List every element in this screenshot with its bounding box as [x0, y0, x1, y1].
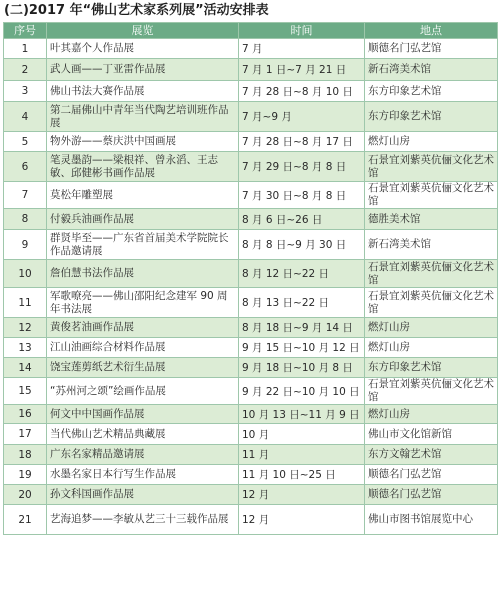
- row-seq: 3: [4, 81, 47, 102]
- header-exhibition: 展览: [47, 23, 239, 39]
- row-exhibition: 佛山书法大赛作品展: [47, 81, 239, 102]
- row-venue: 东方印象艺术馆: [365, 81, 498, 102]
- row-seq: 1: [4, 39, 47, 59]
- row-time: 8 月 12 日~22 日: [239, 260, 365, 288]
- table-row: [4, 102, 498, 132]
- row-venue: 佛山市图书馆展览中心: [365, 505, 498, 535]
- row-seq: 4: [4, 102, 47, 132]
- row-seq: 8: [4, 209, 47, 230]
- row-time: 7 月 30 日~8 月 8 日: [239, 182, 365, 209]
- row-seq: 11: [4, 288, 47, 318]
- row-venue: 东方印象艺术馆: [365, 358, 498, 378]
- table-row: [4, 358, 498, 378]
- row-time: 7 月 28 日~8 月 17 日: [239, 132, 365, 152]
- row-time: 10 月: [239, 424, 365, 445]
- header-seq: 序号: [4, 23, 47, 39]
- table-row: [4, 230, 498, 260]
- row-venue: 石景宜刘紫英伉俪文化艺术馆: [365, 288, 498, 318]
- row-exhibition: 付毅兵油画作品展: [47, 209, 239, 230]
- table-row: [4, 445, 498, 465]
- row-seq: 9: [4, 230, 47, 260]
- row-venue: 燃灯山房: [365, 338, 498, 358]
- row-venue: 石景宜刘紫英伉俪文化艺术馆: [365, 182, 498, 209]
- row-venue: 新石湾美术馆: [365, 59, 498, 81]
- row-seq: 5: [4, 132, 47, 152]
- table-row: [4, 152, 498, 182]
- row-venue: 东方印象艺术馆: [365, 102, 498, 132]
- row-time: 11 月: [239, 445, 365, 465]
- row-time: 7 月: [239, 39, 365, 59]
- row-exhibition: 叶其嘉个人作品展: [47, 39, 239, 59]
- row-time: 8 月 8 日~9 月 30 日: [239, 230, 365, 260]
- table-row: [4, 378, 498, 405]
- row-venue: 新石湾美术馆: [365, 230, 498, 260]
- table-row: [4, 424, 498, 445]
- row-venue: 顺德名门弘艺馆: [365, 465, 498, 485]
- row-exhibition: 物外游——蔡庆洪中国画展: [47, 132, 239, 152]
- row-exhibition: 广东名家精品邀请展: [47, 445, 239, 465]
- row-time: 8 月 6 日~26 日: [239, 209, 365, 230]
- row-seq: 20: [4, 485, 47, 505]
- row-exhibition: 黄俊茗油画作品展: [47, 318, 239, 338]
- row-venue: 燃灯山房: [365, 318, 498, 338]
- row-venue: 东方文翰艺术馆: [365, 445, 498, 465]
- row-time: 8 月 13 日~22 日: [239, 288, 365, 318]
- row-exhibition: 第二届佛山中青年当代陶艺培训班作品展: [47, 102, 239, 132]
- table-row: [4, 505, 498, 535]
- row-exhibition: 军歌嘹亮——佛山邵阳纪念建军 90 周年书法展: [47, 288, 239, 318]
- row-venue: 顺德名门弘艺馆: [365, 485, 498, 505]
- header-venue: 地点: [365, 23, 498, 39]
- row-time: 8 月 18 日~9 月 14 日: [239, 318, 365, 338]
- row-venue: 石景宜刘紫英伉俪文化艺术馆: [365, 378, 498, 405]
- row-seq: 12: [4, 318, 47, 338]
- row-seq: 6: [4, 152, 47, 182]
- row-venue: 石景宜刘紫英伉俪文化艺术馆: [365, 152, 498, 182]
- table-row: [4, 59, 498, 81]
- row-venue: 燃灯山房: [365, 405, 498, 424]
- row-seq: 16: [4, 405, 47, 424]
- row-seq: 7: [4, 182, 47, 209]
- row-time: 7 月 28 日~8 月 10 日: [239, 81, 365, 102]
- row-exhibition: 莫松年雕塑展: [47, 182, 239, 209]
- row-time: 9 月 22 日~10 月 10 日: [239, 378, 365, 405]
- row-seq: 15: [4, 378, 47, 405]
- row-seq: 18: [4, 445, 47, 465]
- table-row: [4, 465, 498, 485]
- row-venue: 佛山市文化馆新馆: [365, 424, 498, 445]
- table-row: [4, 288, 498, 318]
- table-title: (二)2017 年“佛山艺术家系列展”活动安排表: [4, 3, 269, 18]
- row-seq: 17: [4, 424, 47, 445]
- row-exhibition: 何文中中国画作品展: [47, 405, 239, 424]
- row-venue: 石景宜刘紫英伉俪文化艺术馆: [365, 260, 498, 288]
- row-exhibition: 笔灵墨韵——梁根祥、曾永滔、王志敏、邱健彬书画作品展: [47, 152, 239, 182]
- row-time: 10 月 13 日~11 月 9 日: [239, 405, 365, 424]
- row-time: 7 月 1 日~7 月 21 日: [239, 59, 365, 81]
- header-time: 时间: [239, 23, 365, 39]
- row-time: 9 月 15 日~10 月 12 日: [239, 338, 365, 358]
- row-seq: 2: [4, 59, 47, 81]
- row-exhibition: “苏州河之颂”绘画作品展: [47, 378, 239, 405]
- table-row: [4, 318, 498, 338]
- row-venue: 燃灯山房: [365, 132, 498, 152]
- table-row: [4, 209, 498, 230]
- row-exhibition: 群贤毕至——广东省首届美术学院院长作品邀请展: [47, 230, 239, 260]
- row-time: 12 月: [239, 485, 365, 505]
- table-header-row: [4, 23, 498, 39]
- row-seq: 19: [4, 465, 47, 485]
- row-time: 12 月: [239, 505, 365, 535]
- row-venue: 顺德名门弘艺馆: [365, 39, 498, 59]
- table-row: [4, 132, 498, 152]
- schedule-table: [3, 22, 498, 535]
- row-exhibition: 孙文科国画作品展: [47, 485, 239, 505]
- row-time: 7 月~9 月: [239, 102, 365, 132]
- row-seq: 21: [4, 505, 47, 535]
- table-row: [4, 39, 498, 59]
- row-exhibition: 水墨名家日本行写生作品展: [47, 465, 239, 485]
- row-exhibition: 武人画——丁亚雷作品展: [47, 59, 239, 81]
- row-time: 9 月 18 日~10 月 8 日: [239, 358, 365, 378]
- row-exhibition: 艺海追梦——李敏从艺三十三载作品展: [47, 505, 239, 535]
- table-row: [4, 81, 498, 102]
- row-exhibition: 江山油画综合材料作品展: [47, 338, 239, 358]
- table-row: [4, 405, 498, 424]
- row-seq: 10: [4, 260, 47, 288]
- table-row: [4, 485, 498, 505]
- row-seq: 13: [4, 338, 47, 358]
- row-exhibition: 当代佛山艺术精品典藏展: [47, 424, 239, 445]
- table-row: [4, 260, 498, 288]
- row-venue: 德胜美术馆: [365, 209, 498, 230]
- row-time: 7 月 29 日~8 月 8 日: [239, 152, 365, 182]
- row-seq: 14: [4, 358, 47, 378]
- row-time: 11 月 10 日~25 日: [239, 465, 365, 485]
- row-exhibition: 饶宝莲剪纸艺术衍生品展: [47, 358, 239, 378]
- table-row: [4, 338, 498, 358]
- table-row: [4, 182, 498, 209]
- row-exhibition: 詹伯慧书法作品展: [47, 260, 239, 288]
